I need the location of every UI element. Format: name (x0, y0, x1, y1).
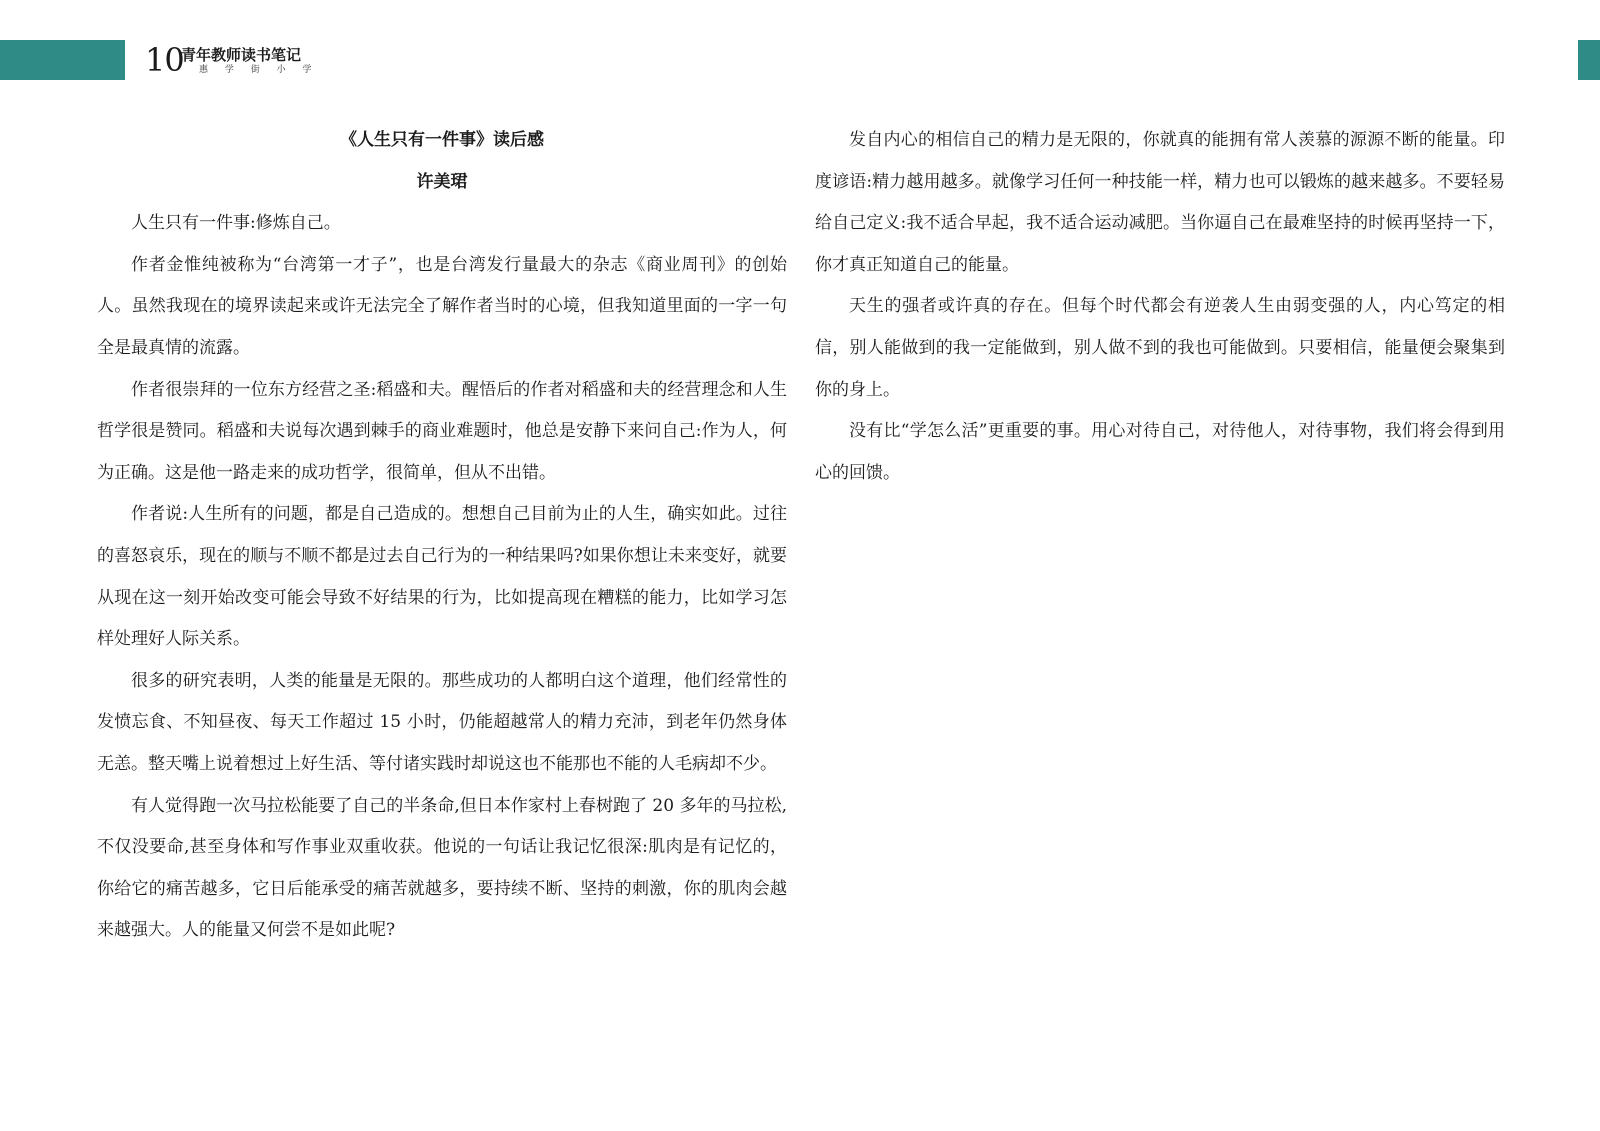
header-accent-bar-left (0, 40, 125, 80)
paragraph: 很多的研究表明，人类的能量是无限的。那些成功的人都明白这个道理，他们经常性的发愤忘食、不知昼夜、每天工作超过 15 小时，仍能超越常人的精力充沛，到老年仍然身体无恙。整天嘴上说着想过上好生活、等付诸实践时却说这也不能那也不能的人毛病却不少。 (97, 670, 787, 774)
header-accent-bar-right (1578, 40, 1600, 80)
paragraph: 没有比“学怎么活”更重要的事。用心对待自己，对待他人，对待事物，我们将会得到用心的回馈。 (815, 421, 1505, 483)
paragraph: 作者金惟纯被称为“台湾第一才子”，也是台湾发行量最大的杂志《商业周刊》的创始人。虽然我现在的境界读起来或许无法完全了解作者当时的心境，但我知道里面的一字一句全是最真情的流露。 (97, 254, 787, 358)
paragraph: 发自内心的相信自己的精力是无限的，你就真的能拥有常人羡慕的源源不断的能量。印度谚语:精力越用越多。就像学习任何一种技能一样，精力也可以锻炼的越来越多。不要轻易给自己定义:我不适合早起，我不适合运动减肥。当你逼自己在最难坚持的时候再坚持一下，你才真正知道自己的能量。 (815, 130, 1505, 275)
article-author: 许美珺 (416, 171, 468, 192)
paragraph: 人生只有一件事:修炼自己。 (131, 213, 341, 234)
paragraph: 天生的强者或许真的存在。但每个时代都会有逆袭人生由弱变强的人，内心笃定的相信，别人能做到的我一定能做到，别人做不到的我也可能做到。只要相信，能量便会聚集到你的身上。 (815, 296, 1505, 400)
right-column (815, 120, 1505, 494)
header-title: 青年教师读书笔记 (181, 46, 302, 64)
header-subtitle: 惠 学 街 小 学 (199, 65, 319, 75)
paragraph: 有人觉得跑一次马拉松能要了自己的半条命,但日本作家村上春树跑了 20 多年的马拉松,不仅没要命,甚至身体和写作事业双重收获。他说的一句话让我记忆很深:肌肉是有记忆的，你给它的痛苦越多，它日后能承受的痛苦就越多，要持续不断、坚持的刺激，你的肌肉会越来越强大。人的能量又何尝不是如此呢? (97, 795, 787, 941)
paragraph: 作者很崇拜的一位东方经营之圣:稻盛和夫。醒悟后的作者对稻盛和夫的经营理念和人生哲学很是赞同。稻盛和夫说每次遇到棘手的商业难题时，他总是安静下来问自己:作为人，何为正确。这是他一路走来的成功哲学，很简单，但从不出错。 (97, 379, 787, 483)
paragraph: 作者说:人生所有的问题，都是自己造成的。想想自己目前为止的人生，确实如此。过往的喜怒哀乐，现在的顺与不顺不都是过去自己行为的一种结果吗?如果你想让未来变好，就要从现在这一刻开始改变可能会导致不好结果的行为，比如提高现在糟糕的能力，比如学习怎样处理好人际关系。 (97, 504, 787, 650)
page-number: 10 (145, 41, 184, 79)
article-title: 《人生只有一件事》读后感 (340, 130, 544, 150)
left-column (97, 120, 787, 952)
